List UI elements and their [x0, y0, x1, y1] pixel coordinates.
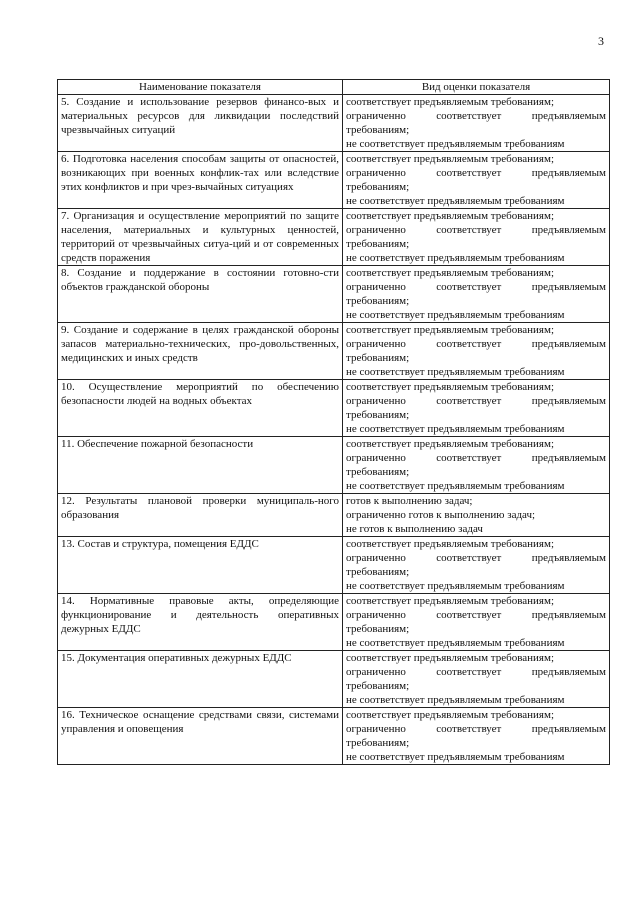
evaluation-options-cell	[343, 323, 610, 380]
evaluation-options-cell	[343, 494, 610, 537]
evaluation-option: ограниченно соответствует предъявляемым	[346, 666, 606, 678]
indicator-name-cell: 7. Организация и осуществление мероприятий по защите населения, материальных и культурных ценностей, территорий от чрезвычайных ситуа-ций и от современных средств поражения	[58, 209, 343, 266]
evaluation-options-cell	[343, 266, 610, 323]
table-row	[58, 95, 610, 152]
header-evaluation-type: Вид оценки показателя	[343, 80, 610, 95]
evaluation-option: не соответствует предъявляемым требованиям	[346, 252, 565, 264]
evaluation-option: ограниченно соответствует предъявляемым	[346, 110, 606, 122]
evaluation-option: ограниченно соответствует предъявляемым	[346, 167, 606, 179]
evaluation-option: требованиям;	[346, 295, 410, 307]
indicator-name-cell: 5. Создание и использование резервов финансо-вых и материальных ресурсов для ликвидации последствий чрезвычайных ситуаций	[58, 95, 343, 152]
table-row	[58, 651, 610, 708]
table-row	[58, 323, 610, 380]
indicator-name-cell: 16. Техническое оснащение средствами связи, системами управления и оповещения	[58, 708, 343, 765]
evaluation-option: соответствует предъявляемым требованиям;	[346, 96, 555, 108]
table-row	[58, 152, 610, 209]
evaluation-option: соответствует предъявляемым требованиям;	[346, 153, 555, 165]
evaluation-option: ограниченно готов к выполнению задач;	[346, 509, 536, 521]
evaluation-option: требованиям;	[346, 680, 410, 692]
evaluation-options-cell	[343, 380, 610, 437]
evaluation-option: соответствует предъявляемым требованиям;	[346, 595, 555, 607]
evaluation-option: не соответствует предъявляемым требованиям	[346, 309, 565, 321]
evaluation-options-cell	[343, 594, 610, 651]
evaluation-option: соответствует предъявляемым требованиям;	[346, 324, 555, 336]
evaluation-option: не соответствует предъявляемым требованиям	[346, 138, 565, 150]
table-row	[58, 594, 610, 651]
table-row	[58, 266, 610, 323]
evaluation-option: соответствует предъявляемым требованиям;	[346, 438, 555, 450]
indicator-name-cell: 11. Обеспечение пожарной безопасности	[58, 437, 343, 494]
evaluation-option: требованиям;	[346, 737, 410, 749]
evaluation-option: не соответствует предъявляемым требованиям	[346, 366, 565, 378]
evaluation-options-cell	[343, 651, 610, 708]
table-row	[58, 537, 610, 594]
evaluation-option: не соответствует предъявляемым требованиям	[346, 423, 565, 435]
evaluation-option: требованиям;	[346, 181, 410, 193]
indicator-name-cell: 12. Результаты плановой проверки муниципаль-ного образования	[58, 494, 343, 537]
table-row	[58, 708, 610, 765]
evaluation-option: не готов к выполнению задач	[346, 523, 483, 535]
evaluation-option: ограниченно соответствует предъявляемым	[346, 224, 606, 236]
table-row	[58, 437, 610, 494]
evaluation-option: соответствует предъявляемым требованиям;	[346, 267, 555, 279]
table-row	[58, 380, 610, 437]
indicator-name-cell: 10. Осуществление мероприятий по обеспечению безопасности людей на водных объектах	[58, 380, 343, 437]
evaluation-option: соответствует предъявляемым требованиям;	[346, 210, 555, 222]
evaluation-options-cell	[343, 437, 610, 494]
evaluation-option: не соответствует предъявляемым требованиям	[346, 637, 565, 649]
indicator-name-cell: 6. Подготовка населения способам защиты от опасностей, возникающих при военных конфлик-тах или вследствие этих конфликтов и при чрез-вычайных ситуациях	[58, 152, 343, 209]
evaluation-option: соответствует предъявляемым требованиям;	[346, 538, 555, 550]
indicator-name-cell: 13. Состав и структура, помещения ЕДДС	[58, 537, 343, 594]
evaluation-option: требованиям;	[346, 124, 410, 136]
evaluation-options-cell	[343, 708, 610, 765]
evaluation-option: требованиям;	[346, 566, 410, 578]
evaluation-options-cell	[343, 537, 610, 594]
evaluation-option: ограниченно соответствует предъявляемым	[346, 723, 606, 735]
table-row	[58, 209, 610, 266]
evaluation-option: ограниченно соответствует предъявляемым	[346, 395, 606, 407]
evaluation-option: соответствует предъявляемым требованиям;	[346, 709, 555, 721]
evaluation-option: не соответствует предъявляемым требованиям	[346, 580, 565, 592]
indicator-name-cell: 9. Создание и содержание в целях гражданской обороны запасов материально-технических, про-довольственных, медицинских и иных средств	[58, 323, 343, 380]
indicator-name-cell: 15. Документация оперативных дежурных ЕДДС	[58, 651, 343, 708]
evaluation-option: не соответствует предъявляемым требованиям	[346, 480, 565, 492]
evaluation-option: требованиям;	[346, 409, 410, 421]
table-row	[58, 494, 610, 537]
indicator-name-cell: 8. Создание и поддержание в состоянии готовно-сти объектов гражданской обороны	[58, 266, 343, 323]
evaluation-option: не соответствует предъявляемым требованиям	[346, 195, 565, 207]
evaluation-option: требованиям;	[346, 466, 410, 478]
indicator-name-cell: 14. Нормативные правовые акты, определяющие функционирование и деятельность оперативных дежурных ЕДДС	[58, 594, 343, 651]
evaluation-option: ограниченно соответствует предъявляемым	[346, 281, 606, 293]
evaluation-option: ограниченно соответствует предъявляемым	[346, 452, 606, 464]
evaluation-options-cell	[343, 152, 610, 209]
evaluation-option: требованиям;	[346, 238, 410, 250]
evaluation-option: требованиям;	[346, 352, 410, 364]
evaluation-option: ограниченно соответствует предъявляемым	[346, 552, 606, 564]
evaluation-options-cell	[343, 95, 610, 152]
table-header-row	[58, 80, 610, 95]
evaluation-option: готов к выполнению задач;	[346, 495, 473, 507]
evaluation-option: соответствует предъявляемым требованиям;	[346, 381, 555, 393]
evaluation-option: требованиям;	[346, 623, 410, 635]
indicators-table	[57, 79, 610, 765]
header-indicator-name: Наименование показателя	[58, 80, 343, 95]
evaluation-option: ограниченно соответствует предъявляемым	[346, 609, 606, 621]
evaluation-option: не соответствует предъявляемым требованиям	[346, 694, 565, 706]
evaluation-option: ограниченно соответствует предъявляемым	[346, 338, 606, 350]
page-number: 3	[598, 34, 604, 48]
evaluation-option: соответствует предъявляемым требованиям;	[346, 652, 555, 664]
evaluation-options-cell	[343, 209, 610, 266]
evaluation-option: не соответствует предъявляемым требованиям	[346, 751, 565, 763]
